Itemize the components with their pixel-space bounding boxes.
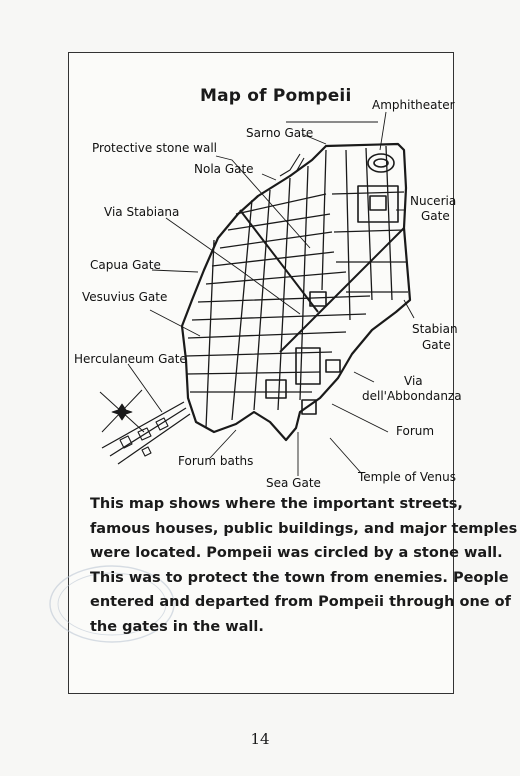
body-line: were located. Pompeii was circled by a stone wall. — [90, 545, 503, 562]
body-line: This map shows where the important streets, — [90, 496, 463, 512]
label-forum-baths: Forum baths — [178, 454, 254, 468]
label-temple-of-venus: Temple of Venus — [358, 470, 457, 484]
leader-lines — [128, 112, 414, 476]
label-forum: Forum — [396, 424, 435, 438]
label-protective-wall: Protective stone wall — [92, 141, 217, 155]
label-via-abbondanza-2: dell'Abbondanza — [362, 389, 462, 403]
label-nola-gate: Nola Gate — [194, 162, 254, 176]
page-number: 14 — [250, 730, 270, 748]
body-line: This was to protect the town from enemies. People — [90, 569, 509, 586]
via-abbondanza-street — [280, 228, 404, 352]
label-herculaneum-gate: Herculaneum Gate — [74, 352, 187, 366]
body-line: famous houses, public buildings, and major temples — [90, 520, 518, 537]
label-sarno-gate: Sarno Gate — [246, 126, 314, 140]
label-via-stabiana: Via Stabiana — [104, 205, 180, 219]
body-line: entered and departed from Pompeii through one of — [90, 594, 511, 611]
label-capua-gate: Capua Gate — [90, 258, 161, 272]
label-amphitheater: Amphitheater — [372, 98, 455, 112]
label-nuceria-gate-1: Nuceria — [410, 194, 457, 208]
label-stabian-gate-2: Gate — [422, 338, 451, 352]
body-line: the gates in the wall. — [90, 618, 264, 635]
label-stabian-gate-1: Stabian — [412, 322, 458, 336]
label-nuceria-gate-2: Gate — [421, 209, 450, 223]
map-title: Map of Pompeii — [200, 86, 352, 106]
amphitheater-shape — [368, 154, 394, 172]
label-sea-gate: Sea Gate — [266, 476, 321, 490]
body-paragraph — [90, 492, 518, 640]
label-vesuvius-gate: Vesuvius Gate — [82, 290, 168, 304]
label-via-abbondanza-1: Via — [404, 374, 423, 388]
